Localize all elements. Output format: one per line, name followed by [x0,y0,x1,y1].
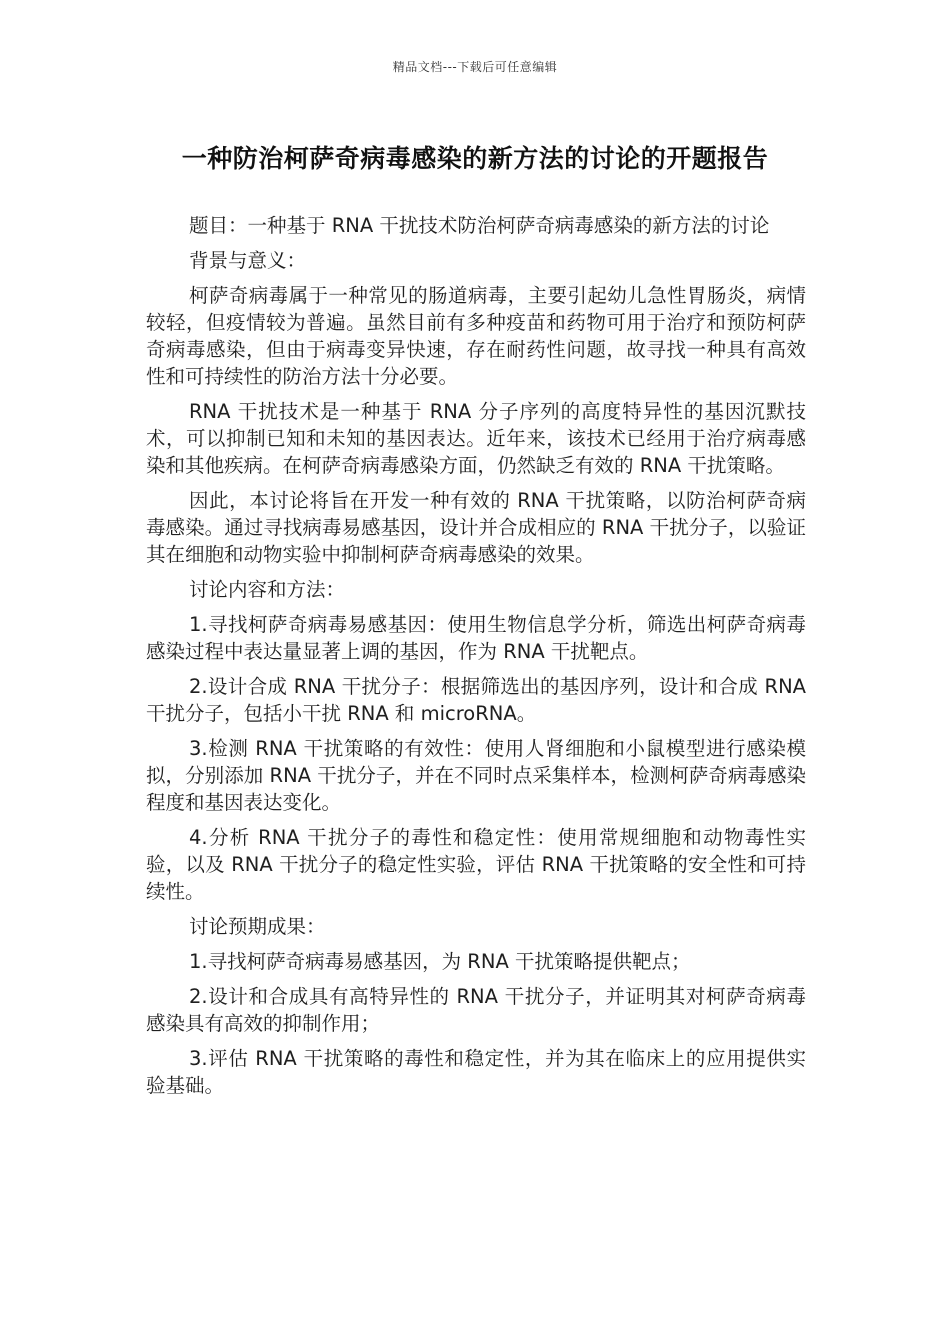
topic-paragraph: 题目：一种基于 RNA 干扰技术防治柯萨奇病毒感染的新方法的讨论 [189,214,770,237]
outcome-item-3: 3.评估 RNA 干扰策略的毒性和稳定性，并为其在临床上的应用提供实验基础。 [146,1047,806,1097]
method-item-2: 2.设计合成 RNA 干扰分子：根据筛选出的基因序列，设计和合成 RNA 干扰分子，包括小干扰 RNA 和 microRNA。 [146,675,806,725]
background-paragraph: 柯萨奇病毒属于一种常见的肠道病毒，主要引起幼儿急性胃肠炎，病情较轻，但疫情较为普遍。虽然目前有多种疫苗和药物可用于治疗和预防柯萨奇病毒感染，但由于病毒变异快速，存在耐药性问题，故寻找一种具有高效性和可持续性的防治方法十分必要。 [146,284,806,388]
page-header-note: 精品文档---下载后可任意编辑 [392,60,558,74]
document-body [146,212,806,1099]
background-heading: 背景与意义： [189,249,307,272]
outcome-item-1: 1.寻找柯萨奇病毒易感基因，为 RNA 干扰策略提供靶点； [189,950,691,973]
aim-paragraph: 因此，本讨论将旨在开发一种有效的 RNA 干扰策略，以防治柯萨奇病毒感染。通过寻找病毒易感基因，设计并合成相应的 RNA 干扰分子，以验证其在细胞和动物实验中抑制柯萨奇病毒感染的效果。 [146,489,806,566]
method-item-1: 1.寻找柯萨奇病毒易感基因：使用生物信息学分析，筛选出柯萨奇病毒感染过程中表达量显著上调的基因，作为 RNA 干扰靶点。 [146,613,806,663]
document-title: 一种防治柯萨奇病毒感染的新方法的讨论的开题报告 [181,144,769,173]
outcome-item-2: 2.设计和合成具有高特异性的 RNA 干扰分子，并证明其对柯萨奇病毒感染具有高效的抑制作用； [146,985,806,1035]
rnai-paragraph: RNA 干扰技术是一种基于 RNA 分子序列的高度特异性的基因沉默技术，可以抑制已知和未知的基因表达。近年来，该技术已经用于治疗病毒感染和其他疾病。在柯萨奇病毒感染方面，仍然缺乏有效的 RNA 干扰策略。 [146,400,806,477]
methods-heading: 讨论内容和方法： [189,578,346,601]
method-item-3: 3.检测 RNA 干扰策略的有效性：使用人肾细胞和小鼠模型进行感染模拟，分别添加 RNA 干扰分子，并在不同时点采集样本，检测柯萨奇病毒感染程度和基因表达变化。 [146,737,806,814]
method-item-4: 4.分析 RNA 干扰分子的毒性和稳定性：使用常规细胞和动物毒性实验，以及 RNA 干扰分子的稳定性实验，评估 RNA 干扰策略的安全性和可持续性。 [146,826,806,903]
outcomes-heading: 讨论预期成果： [189,915,326,938]
